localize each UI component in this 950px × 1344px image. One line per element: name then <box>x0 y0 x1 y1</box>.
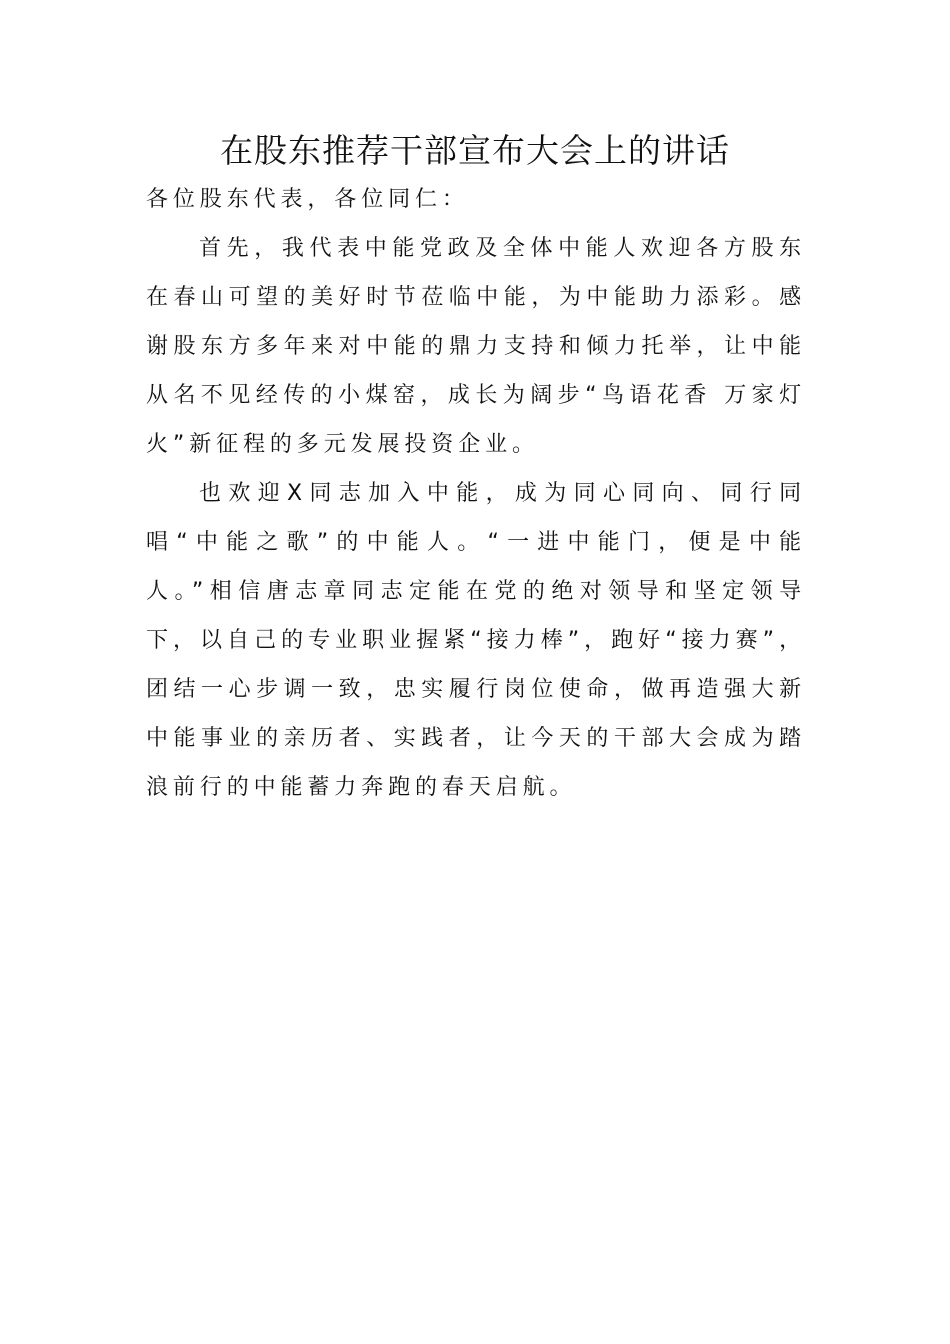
paragraph-welcome-comrade: 也欢迎X同志加入中能，成为同心同向、同行同唱“中能之歌”的中能人。“一进中能门，便是中能人。”相信唐志章同志定能在党的绝对领导和坚定领导下，以自己的专业职业握紧“接力棒”，跑好“接力赛”，团结一心步调一致，忠实履行岗位使命，做再造强大新中能事业的亲历者、实践者，让今天的干部大会成为踏浪前行的中能蓄力奔跑的春天启航。 <box>146 481 806 800</box>
document-title: 在股东推荐干部宣布大会上的讲话 <box>220 131 730 170</box>
paragraph-welcome-shareholders: 首先，我代表中能党政及全体中能人欢迎各方股东在春山可望的美好时节莅临中能，为中能助力添彩。感谢股东方多年来对中能的鼎力支持和倾力托举，让中能从名不见经传的小煤窑，成长为阔步“鸟语花香 万家灯火”新征程的多元发展投资企业。 <box>146 236 806 457</box>
document-body <box>146 175 806 812</box>
salutation: 各位股东代表，各位同仁： <box>146 187 469 212</box>
